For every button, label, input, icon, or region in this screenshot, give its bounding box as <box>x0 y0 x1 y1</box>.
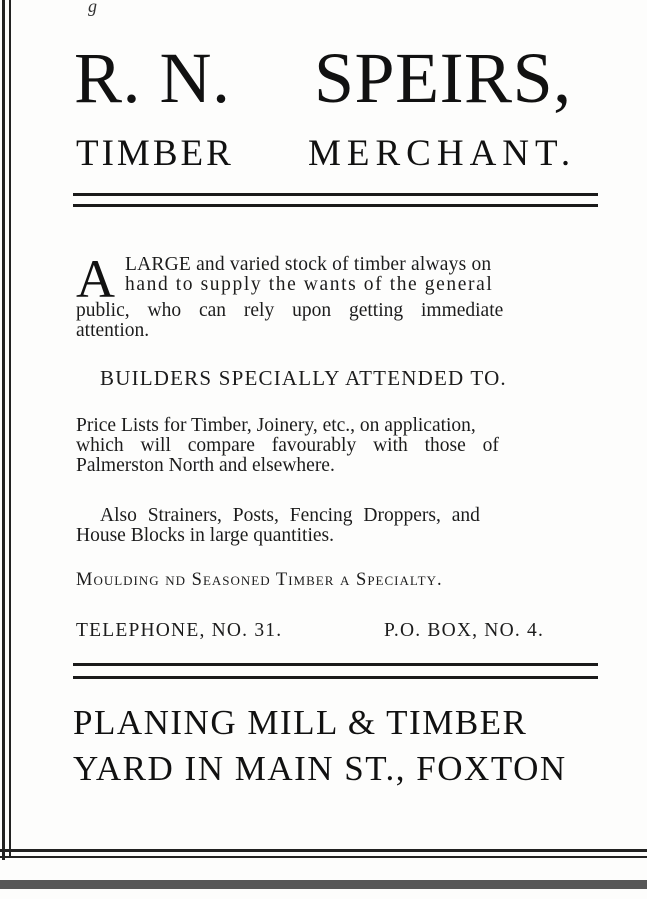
price-list-line: Palmerston North and elsewhere. <box>76 455 335 476</box>
builders-notice: BUILDERS SPECIALLY ATTENDED TO. <box>100 366 507 390</box>
left-border-rule <box>2 0 5 860</box>
corner-mark: g <box>88 0 97 16</box>
business-type-word-1: TIMBER <box>76 133 234 174</box>
footer-line: PLANING MILL & TIMBER <box>73 703 528 742</box>
telephone-number: TELEPHONE, NO. 31. <box>76 620 283 641</box>
top-divider-rule-second <box>73 204 598 207</box>
stock-paragraph-line: public, who can rely upon getting immediate <box>76 300 504 321</box>
stock-paragraph-line: attention. <box>76 320 150 341</box>
bottom-border-rule <box>0 849 647 852</box>
lower-divider-rule <box>73 663 598 666</box>
lower-divider-rule-second <box>73 676 598 679</box>
strainers-line: Also Strainers, Posts, Fencing Droppers, and <box>100 505 480 526</box>
footer-line: YARD IN MAIN ST., FOXTON <box>73 749 567 788</box>
po-box-number: P.O. BOX, NO. 4. <box>384 620 545 641</box>
advertiser-name <box>74 38 604 118</box>
bottom-border-rule-second <box>0 856 647 858</box>
drop-cap: A <box>76 249 115 309</box>
top-divider-rule <box>73 193 598 196</box>
advertiser-surname: SPEIRS, <box>314 38 572 118</box>
stock-paragraph-line: LARGE and varied stock of timber always on <box>125 254 492 275</box>
business-type-word-2: MERCHANT. <box>308 133 577 174</box>
left-border-rule-inner <box>9 0 11 858</box>
strainers-paragraph <box>76 506 589 546</box>
moulding-specialty: Moulding nd Seasoned Timber a Specialty. <box>76 570 443 590</box>
strainers-line: House Blocks in large quantities. <box>76 525 334 546</box>
stock-paragraph-line: hand to supply the wants of the general <box>125 274 494 295</box>
bottom-edge-strip <box>0 880 647 889</box>
stock-paragraph <box>76 249 589 341</box>
advertiser-initials: R. N. <box>74 38 231 118</box>
price-list-line: which will compare favourably with those of <box>76 435 499 456</box>
price-list-paragraph <box>76 416 589 476</box>
price-list-line: Price Lists for Timber, Joinery, etc., on application, <box>76 415 476 436</box>
